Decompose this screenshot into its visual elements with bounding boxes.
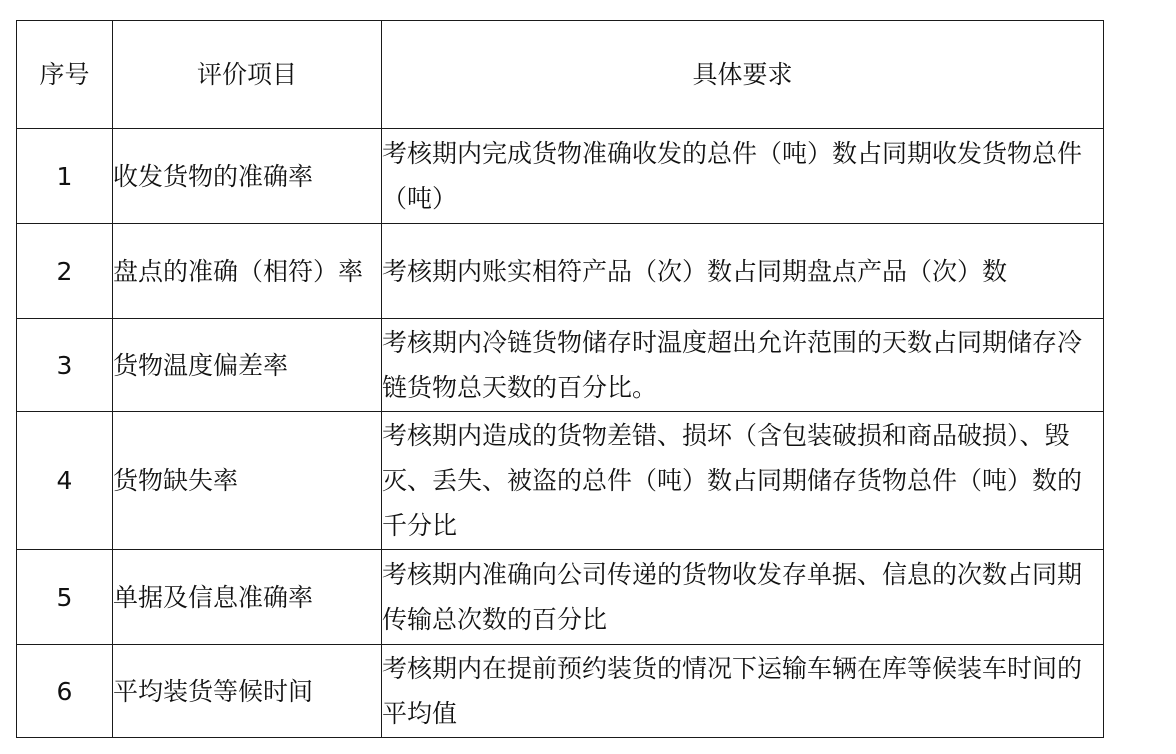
row-no: 2 [17, 224, 113, 319]
row-no: 1 [17, 129, 113, 224]
row-item: 盘点的准确（相符）率 [113, 224, 382, 319]
table-row [17, 129, 1104, 224]
table-row [17, 550, 1104, 645]
row-no: 5 [17, 550, 113, 645]
row-item: 收发货物的准确率 [113, 129, 382, 224]
table-row [17, 319, 1104, 412]
row-item: 单据及信息准确率 [113, 550, 382, 645]
row-no: 4 [17, 412, 113, 550]
table-row [17, 645, 1104, 738]
row-item: 货物温度偏差率 [113, 319, 382, 412]
row-requirement: 考核期内完成货物准确收发的总件（吨）数占同期收发货物总件（吨） [382, 129, 1104, 224]
row-requirement: 考核期内在提前预约装货的情况下运输车辆在库等候装车时间的平均值 [382, 645, 1104, 738]
row-requirement: 考核期内冷链货物储存时温度超出允许范围的天数占同期储存冷链货物总天数的百分比。 [382, 319, 1104, 412]
header-requirement: 具体要求 [382, 21, 1104, 129]
table-row [17, 224, 1104, 319]
row-item: 货物缺失率 [113, 412, 382, 550]
row-requirement: 考核期内造成的货物差错、损坏（含包装破损和商品破损）、毁灭、丢失、被盗的总件（吨）数占同期储存货物总件（吨）数的千分比 [382, 412, 1104, 550]
table-header-row [17, 21, 1104, 129]
row-requirement: 考核期内账实相符产品（次）数占同期盘点产品（次）数 [382, 224, 1104, 319]
row-no: 3 [17, 319, 113, 412]
table-row [17, 412, 1104, 550]
header-no: 序号 [17, 21, 113, 129]
row-item: 平均装货等候时间 [113, 645, 382, 738]
evaluation-table [16, 20, 1104, 738]
row-requirement: 考核期内准确向公司传递的货物收发存单据、信息的次数占同期传输总次数的百分比 [382, 550, 1104, 645]
row-no: 6 [17, 645, 113, 738]
header-item: 评价项目 [113, 21, 382, 129]
